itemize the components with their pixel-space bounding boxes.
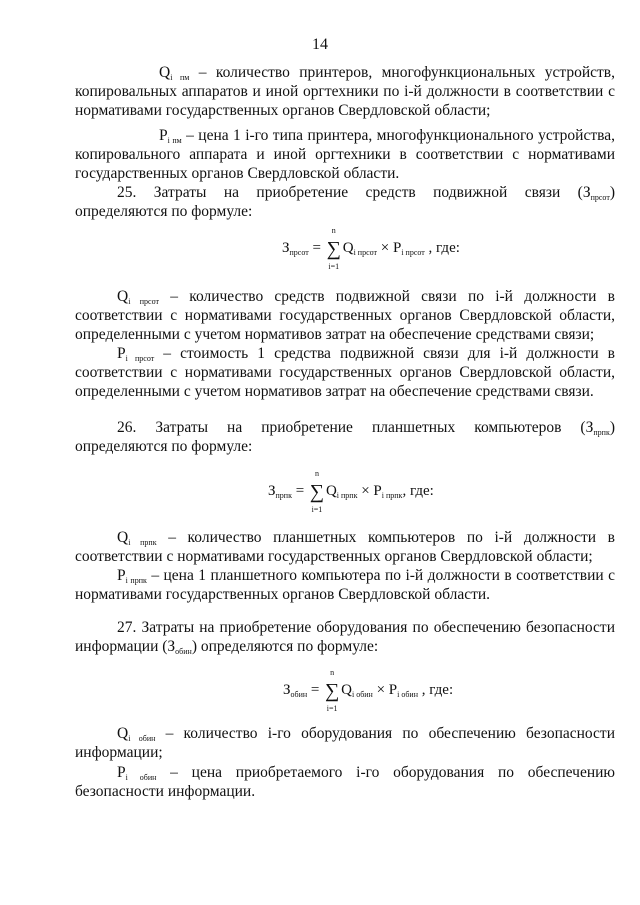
definition-q-pm [75, 63, 615, 120]
symbol-subscript: i пм [170, 73, 190, 82]
definition-text: – цена 1 планшетного компьютера по i-й должности в соответствии с нормативами государственных органов Свердловской области. [75, 567, 616, 603]
symbol-q: Q [159, 64, 171, 81]
formula-lhs: З [268, 483, 276, 499]
formula-tail: , где: [402, 483, 434, 499]
symbol-p: P [159, 127, 168, 144]
definition-text: – количество планшетных компьютеров по i-й должности в соответствии с нормативами государственных органов Свердловской области; [75, 529, 615, 565]
item-25-q-definition [75, 287, 615, 344]
symbol-q: Q [117, 725, 129, 742]
formula-equals: = [307, 682, 324, 698]
item-27-q-definition [75, 724, 615, 762]
formula-q-subscript: i прпк [336, 491, 358, 500]
definition-p-pm [75, 126, 615, 183]
definition-text: – цена 1 i-го типа принтера, многофункционального устройства, копировального аппарата и иной оргтехники в соответствии с нормативами государственных органов Свердловской области. [75, 127, 615, 182]
sum-lower-limit: i=1 [328, 262, 340, 271]
formula-lhs-subscript: прпк [275, 491, 292, 500]
formula-tail: , где: [424, 240, 460, 256]
definition-text: – цена приобретаемого i-го оборудования по обеспечению безопасности информации. [75, 764, 615, 800]
formula-equals: = [308, 240, 325, 256]
formula-lhs: З [282, 240, 290, 256]
intro-text: 25. Затраты на приобретение средств подвижной связи ( [117, 184, 583, 201]
formula-p: P [392, 240, 402, 256]
sum-sign [323, 668, 341, 713]
symbol-p: P [117, 764, 126, 781]
symbol-subscript: i прпк [125, 576, 147, 585]
item-27-p-definition [75, 763, 615, 801]
symbol-q: Q [117, 529, 129, 546]
sum-upper-limit: n [330, 668, 335, 677]
intro-text: 27. Затраты на приобретение оборудования по обеспечению безопасности информации ( [75, 619, 615, 655]
formula-q-subscript: i обин [351, 690, 373, 699]
definition-text: – количество средств подвижной связи по i-й должности в соответствии с нормативами государственных органов Свердловской области, определенными с учетом нормативов затрат на обеспечение средствами связи; [75, 288, 615, 343]
definition-text: – количество i-го оборудования по обеспечению безопасности информации; [75, 725, 615, 761]
symbol-z: З [167, 638, 176, 655]
formula-p: P [373, 483, 382, 499]
formula-times: × [372, 682, 389, 698]
intro-text: 26. Затраты на приобретение планшетных компьютеров ( [117, 419, 586, 436]
formula-q: Q [342, 240, 354, 256]
formula-times: × [357, 483, 374, 499]
definition-text: – стоимость 1 средства подвижной связи для i-й должности в соответствии с нормативами государственных органов Свердловской области, определенными с учетом нормативов затрат на обеспечение средствами связи. [75, 345, 615, 400]
item-26-p-definition [75, 566, 615, 604]
formula-q: Q [325, 483, 337, 499]
sum-sign [325, 226, 343, 271]
formula-lhs-subscript: обин [290, 690, 308, 699]
intro-text-end: ) определяются по формуле: [191, 638, 379, 655]
symbol-subscript: i прпк [128, 538, 157, 547]
formula-tail: , где: [418, 682, 454, 698]
symbol-q: Q [117, 288, 129, 305]
formula-equals: = [291, 483, 308, 499]
symbol-subscript: прпк [593, 428, 610, 437]
symbol-subscript: i обин [125, 773, 157, 782]
sum-upper-limit: n [314, 469, 319, 478]
sigma-symbol: ∑ [324, 680, 340, 702]
symbol-p: P [117, 345, 126, 362]
formula-26 [268, 469, 434, 514]
symbol-subscript: обин [175, 647, 192, 656]
formula-times: × [377, 240, 393, 256]
intro-text-end: ) определяются по формуле: [75, 419, 615, 455]
symbol-z: З [582, 184, 591, 201]
symbol-p: P [117, 567, 126, 584]
item-26-intro [75, 418, 615, 456]
item-25-intro [75, 183, 615, 221]
sum-lower-limit: i=1 [311, 505, 323, 514]
formula-q-subscript: i прсот [353, 248, 378, 257]
sigma-symbol: ∑ [326, 238, 341, 260]
page-number: 14 [312, 36, 328, 53]
formula-q: Q [341, 682, 352, 698]
formula-p-subscript: i обин [397, 690, 418, 699]
formula-25 [282, 226, 460, 271]
symbol-subscript: i прсот [128, 297, 159, 306]
sum-lower-limit: i=1 [326, 704, 338, 713]
symbol-subscript: i прсот [125, 354, 155, 363]
formula-27 [283, 668, 454, 713]
formula-p: P [388, 682, 398, 698]
formula-lhs-subscript: прсот [289, 248, 309, 257]
item-26-q-definition [75, 528, 615, 566]
symbol-subscript: прсот [590, 193, 610, 202]
sigma-symbol: ∑ [309, 481, 325, 503]
intro-text-end: ) определяются по формуле: [75, 184, 615, 220]
formula-lhs: З [283, 682, 291, 698]
definition-text: – количество принтеров, многофункциональных устройств, копировальных аппаратов и иной оргтехники по i-й должности в соответствии с нормативами государственных органов Свердловской области; [75, 64, 615, 119]
sum-sign [308, 469, 326, 514]
formula-p-subscript: i прпк [381, 491, 403, 500]
symbol-subscript: i пм [167, 136, 182, 145]
item-27-intro [75, 618, 615, 656]
symbol-subscript: i обин [128, 734, 156, 743]
symbol-z: З [585, 419, 594, 436]
sum-upper-limit: n [331, 226, 336, 235]
item-25-p-definition [75, 344, 615, 401]
formula-p-subscript: i прсот [401, 248, 425, 257]
